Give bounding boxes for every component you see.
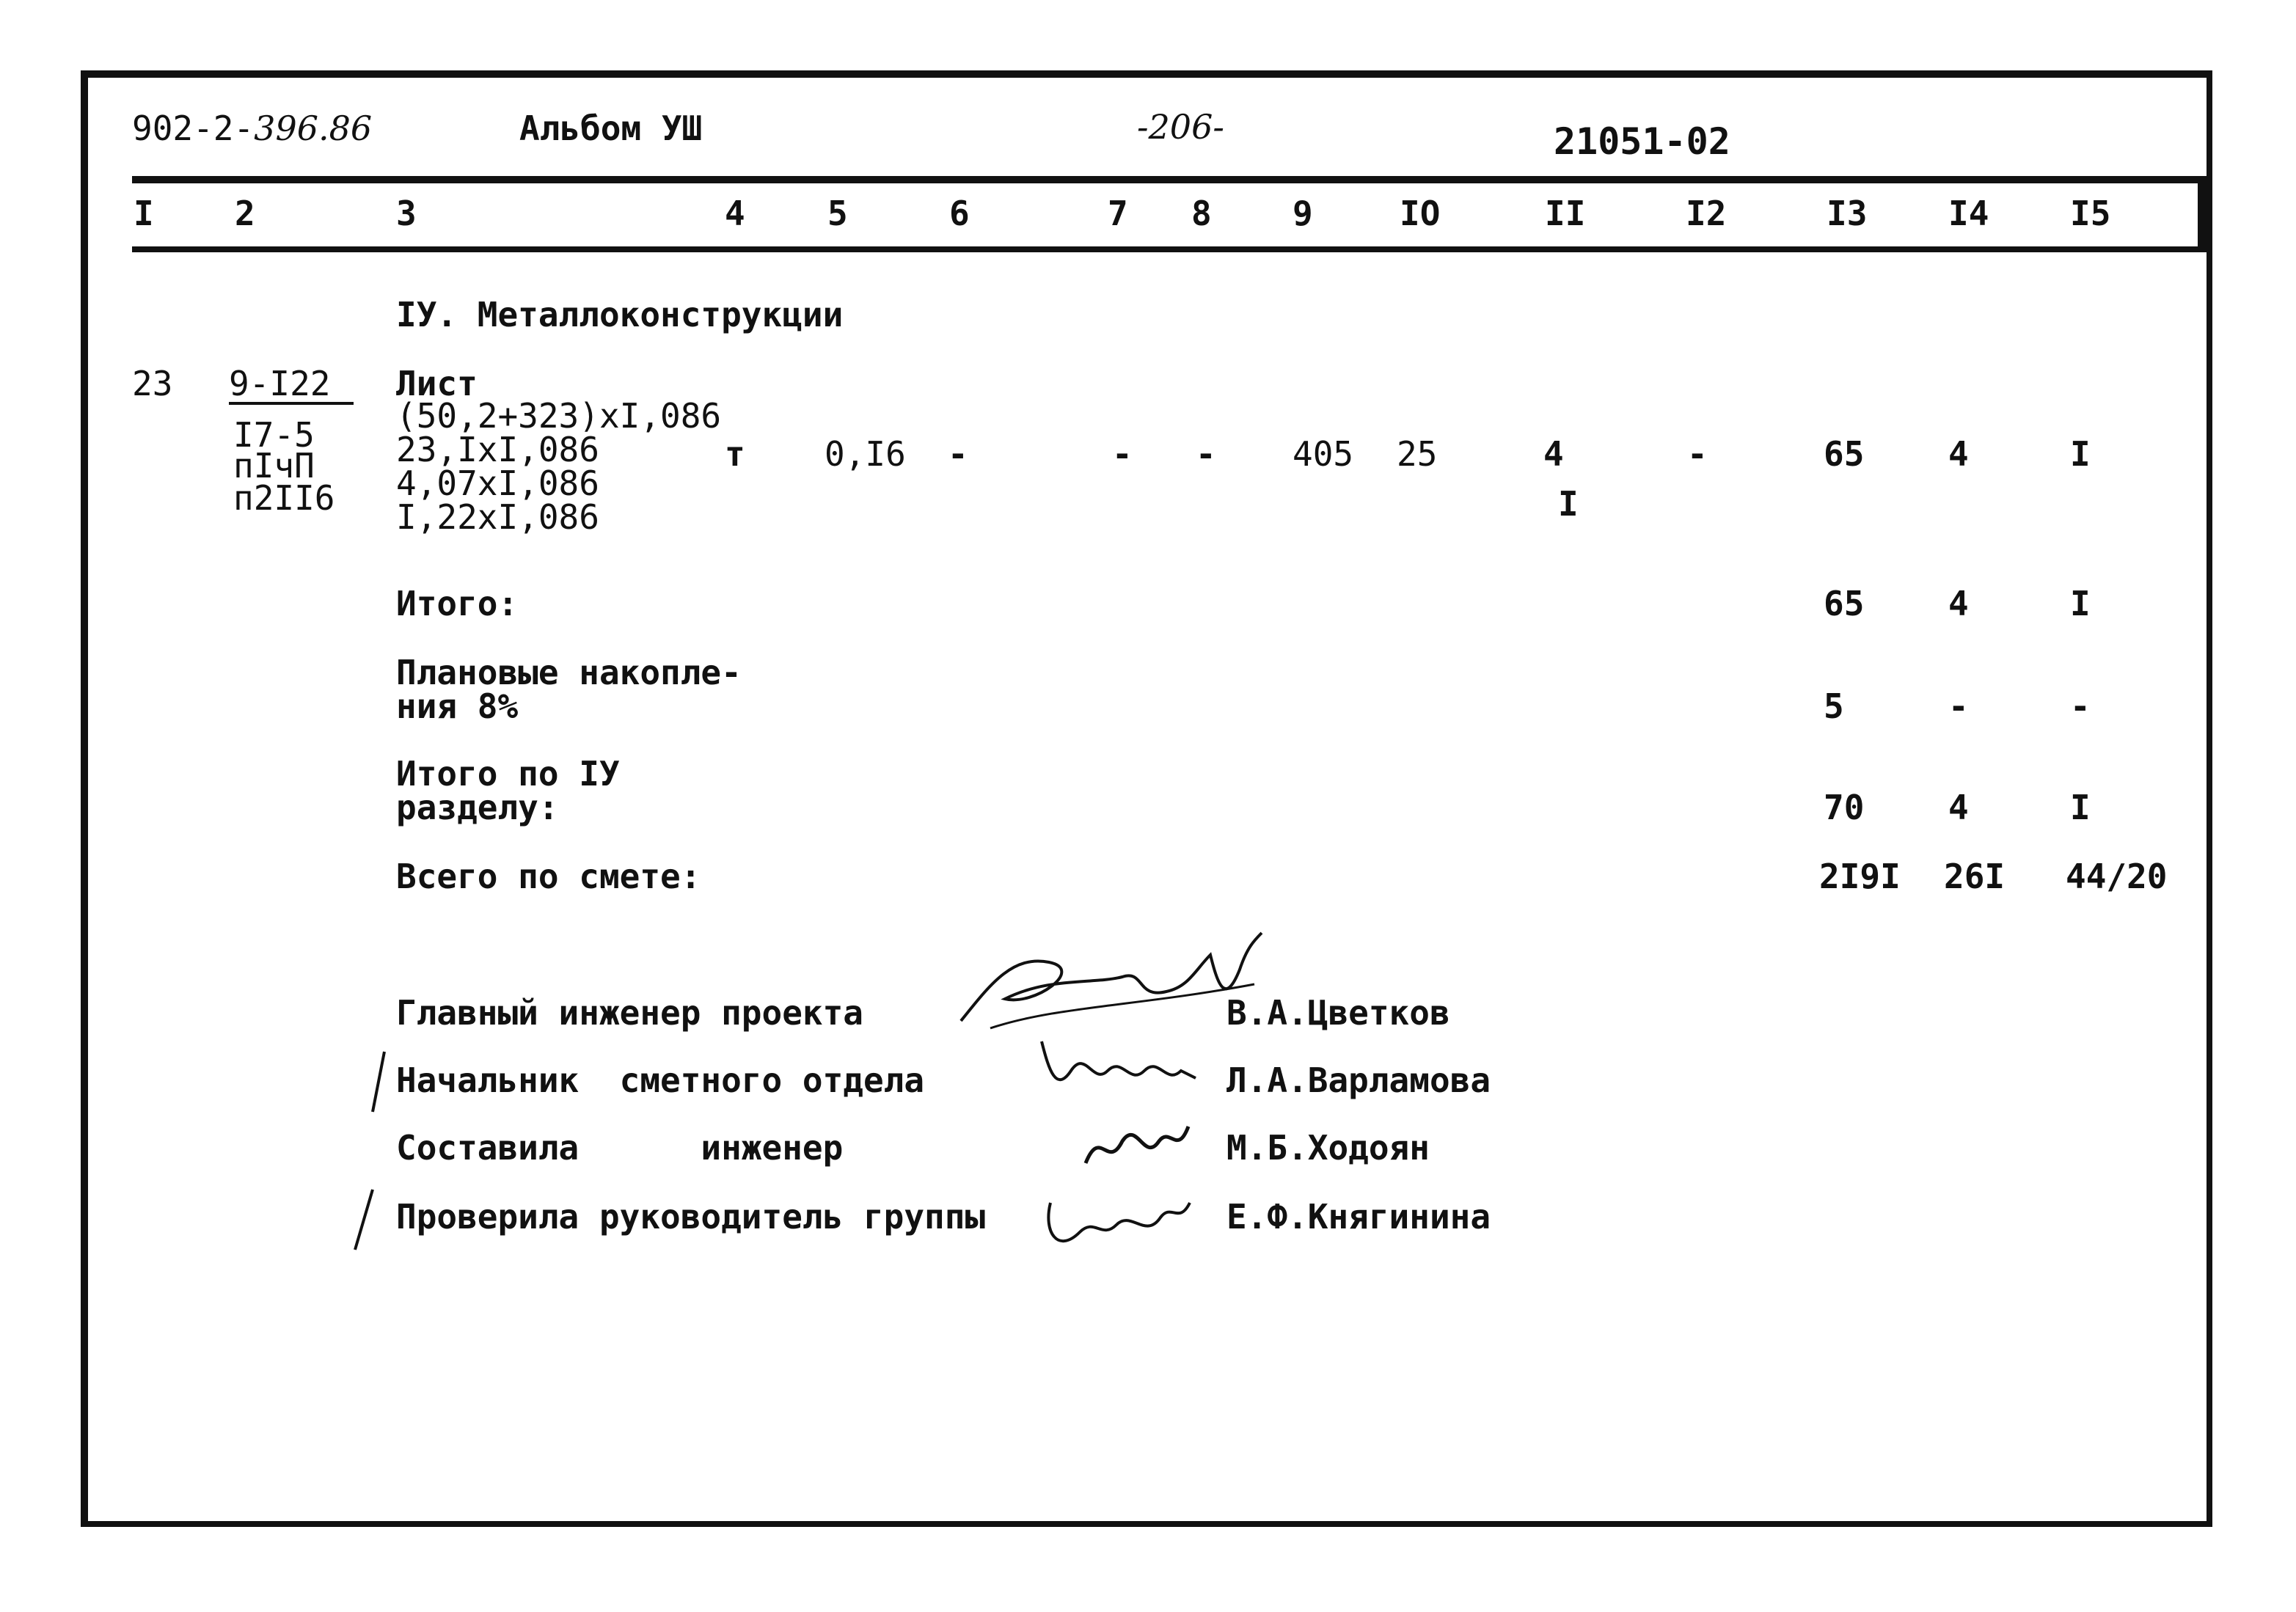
accumulation-label-line-2: ния 8% — [396, 686, 519, 726]
signature-scribble-3 — [1078, 1112, 1196, 1178]
item-col-11-sub: I — [1558, 484, 1579, 524]
signature-scribble-1 — [946, 926, 1269, 1043]
margin-tick-mark-1 — [367, 1049, 389, 1115]
bottom-edge — [81, 1521, 2212, 1525]
item-code-top: 9-I22 — [229, 367, 354, 405]
accumulation-c15: - — [2070, 686, 2091, 726]
accumulation-label-line-1: Плановые накопле- — [396, 653, 742, 692]
item-name-line-2: (50,2+323)хI,086 — [396, 396, 722, 436]
item-col-8: - — [1196, 434, 1216, 474]
signer-role-1: Главный инженер проекта — [396, 993, 863, 1033]
stamp-number: 21051-02 — [1554, 120, 1730, 163]
item-col-15: I — [2070, 434, 2091, 474]
item-name-line-4: 4,07хI,086 — [396, 464, 599, 503]
col-header-4: 4 — [725, 194, 745, 233]
item-col-5: 0,I6 — [825, 434, 906, 474]
item-col-10: 25 — [1397, 434, 1438, 474]
col-header-9: 9 — [1293, 194, 1313, 233]
signer-name-3: М.Б.Ходоян — [1226, 1128, 1430, 1168]
right-thick-edge — [2198, 176, 2207, 252]
section-title: IУ. Металлоконструкции — [396, 295, 844, 334]
col-header-15: I5 — [2070, 194, 2111, 233]
signature-scribble-2 — [1027, 1027, 1203, 1107]
column-header-rule — [132, 246, 2208, 252]
item-col-7: - — [1112, 434, 1133, 474]
signer-role-2: Начальник сметного отдела — [396, 1060, 925, 1100]
section-total-label-line-2: разделу: — [396, 788, 559, 827]
page-number: -206- — [1137, 107, 1224, 147]
col-header-12: I2 — [1686, 194, 1727, 233]
item-col-14: 4 — [1948, 434, 1969, 474]
item-col-6: - — [948, 434, 968, 474]
signer-name-1: В.А.Цветков — [1226, 993, 1450, 1033]
grand-total-c14: 26I — [1944, 857, 2006, 896]
grand-total-c13: 2I9I — [1819, 857, 1901, 896]
accumulation-c13: 5 — [1824, 686, 1844, 726]
total-c14: 4 — [1948, 584, 1969, 623]
signer-role-4: Проверила руководитель группы — [396, 1197, 986, 1237]
grand-total-c15: 44/20 — [2066, 857, 2168, 896]
col-header-11: II — [1545, 194, 1586, 233]
album-label: Альбом УШ — [519, 109, 703, 148]
item-number: 23 — [132, 364, 173, 403]
accumulation-c14: - — [1948, 686, 1969, 726]
col-header-1: I — [134, 194, 154, 233]
col-header-14: I4 — [1948, 194, 1989, 233]
col-header-2: 2 — [235, 194, 255, 233]
col-header-6: 6 — [949, 194, 970, 233]
doc-code — [132, 109, 373, 148]
item-name-line-5: I,22хI,086 — [396, 497, 599, 537]
item-col-9: 405 — [1293, 434, 1354, 474]
doc-code-prefix: 902-2- — [132, 109, 255, 148]
section-total-c14: 4 — [1948, 788, 1969, 827]
col-header-3: 3 — [396, 194, 417, 233]
signature-scribble-4 — [1036, 1181, 1197, 1261]
total-c13: 65 — [1824, 584, 1865, 623]
section-total-c13: 70 — [1824, 788, 1865, 827]
signer-name-4: Е.Ф.Княгинина — [1226, 1197, 1491, 1237]
col-header-8: 8 — [1191, 194, 1212, 233]
item-name-line-1: Лист — [396, 364, 478, 403]
margin-tick-mark-2 — [349, 1187, 379, 1253]
col-header-5: 5 — [827, 194, 848, 233]
total-label-line-1: Итого: — [396, 584, 519, 623]
item-name-line-3: 23,IхI,086 — [396, 430, 599, 469]
doc-code-handwritten: 396.86 — [254, 109, 373, 148]
section-total-label-line-1: Итого по IУ — [396, 754, 620, 794]
item-code-line-3: п2II6 — [233, 478, 335, 518]
signer-name-2: Л.А.Варламова — [1226, 1060, 1491, 1100]
col-header-7: 7 — [1108, 194, 1128, 233]
grand-total-label: Всего по смете: — [396, 857, 701, 896]
col-header-13: I3 — [1827, 194, 1868, 233]
item-col-11: 4 — [1543, 434, 1564, 474]
item-code-line-1: I7-5 — [233, 415, 315, 455]
total-c15: I — [2070, 584, 2091, 623]
section-total-c15: I — [2070, 788, 2091, 827]
item-col-13: 65 — [1824, 434, 1865, 474]
item-code-line-2: пIчП — [233, 446, 315, 486]
col-header-10: IO — [1400, 194, 1441, 233]
header-rule — [132, 176, 2205, 183]
item-col-12: - — [1687, 434, 1708, 474]
signer-role-3: Составила инженер — [396, 1128, 844, 1168]
item-unit: т — [725, 434, 745, 474]
